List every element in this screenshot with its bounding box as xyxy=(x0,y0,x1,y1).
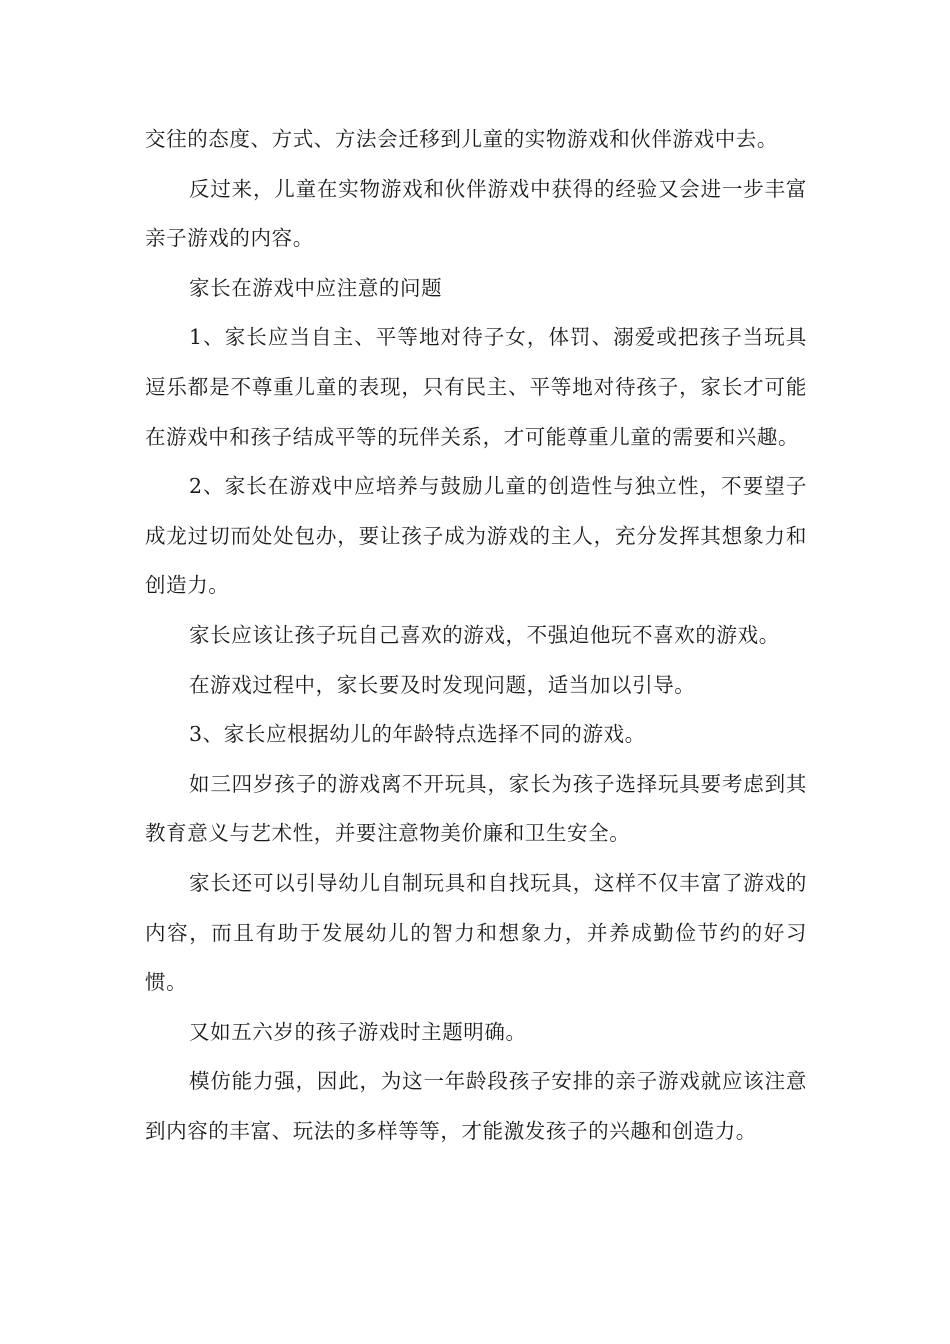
paragraph-point-1: 1、家长应当自主、平等地对待子女，体罚、溺爱或把孩子当玩具逗乐都是不尊重儿童的表现，只有民主、平等地对待孩子，家长才可能在游戏中和孩子结成平等的玩伴关系，才可能尊重儿童的需要和兴趣。 xyxy=(145,325,807,449)
paragraph-2: 反过来，儿童在实物游戏和伙伴游戏中获得的经验又会进一步丰富亲子游戏的内容。 xyxy=(145,176,807,251)
paragraph-10: 家长还可以引导幼儿自制玩具和自找玩具，这样不仅丰富了游戏的内容，而且有助于发展幼儿的智力和想象力，并养成勤俭节约的好习惯。 xyxy=(145,870,807,995)
paragraph-11: 又如五六岁的孩子游戏时主题明确。 xyxy=(189,1019,527,1044)
paragraph-point-3: 3、家长应根据幼儿的年龄特点选择不同的游戏。 xyxy=(189,722,646,747)
paragraph-1: 交往的态度、方式、方法会迁移到儿童的实物游戏和伙伴游戏中去。 xyxy=(145,127,778,151)
paragraph-9: 如三四岁孩子的游戏离不开玩具，家长为孩子选择玩具要考虑到其教育意义与艺术性，并要注意物美价廉和卫生安全。 xyxy=(145,771,807,846)
paragraph-7: 在游戏过程中，家长要及时发现问题，适当加以引导。 xyxy=(189,672,696,697)
paragraph-6: 家长应该让孩子玩自己喜欢的游戏，不强迫他玩不喜欢的游戏。 xyxy=(189,622,780,647)
paragraph-12: 模仿能力强，因此，为这一年龄段孩子安排的亲子游戏就应该注意到内容的丰富、玩法的多样等等，才能激发孩子的兴趣和创造力。 xyxy=(145,1069,807,1143)
section-heading: 家长在游戏中应注意的问题 xyxy=(189,275,443,300)
paragraph-point-2: 2、家长在游戏中应培养与鼓励儿童的创造性与独立性，不要望子成龙过切而处处包办，要让孩子成为游戏的主人，充分发挥其想象力和创造力。 xyxy=(145,474,807,598)
document-body xyxy=(145,115,807,1156)
